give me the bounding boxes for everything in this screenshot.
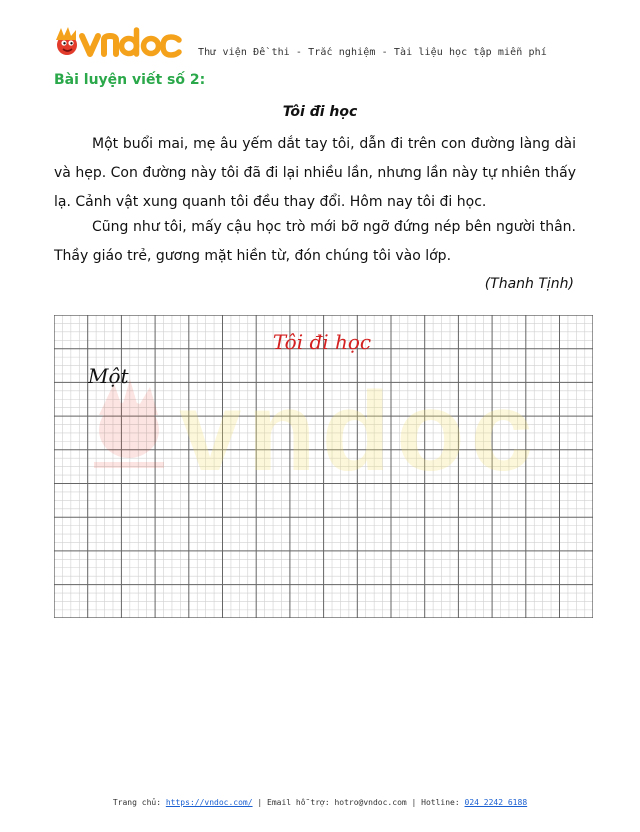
- footer-hotline[interactable]: 024 2242 6188: [464, 798, 528, 807]
- site-tagline: Thư viện Đề thi - Trắc nghiệm - Tài liệu học tập miễn phí: [198, 47, 547, 58]
- page-footer: [0, 798, 640, 807]
- handwriting-practice-grid: [54, 315, 593, 618]
- poem-paragraph-1: Một buổi mai, mẹ âu yếm dắt tay tôi, dẫn đi trên con đường làng dài và hẹp. Con đường này tôi đã đi lại nhiều lần, nhưng lần này tự nhiên thấy lạ. Cảnh vật xung quanh tôi đều thay đổi. Hôm nay tôi đi học.: [54, 136, 576, 210]
- footer-home-label: Trang chủ:: [112, 798, 162, 807]
- poem-paragraph-2: Cũng như tôi, mấy cậu học trò mới bỡ ngỡ đứng nép bên người thân. Thầy giáo trẻ, gương mặt hiền từ, đón chúng tôi vào lớp.: [54, 219, 576, 264]
- poem-author: (Thanh Tịnh): [484, 276, 574, 292]
- exercise-title: Bài luyện viết số 2:: [54, 72, 206, 88]
- page-header: [52, 26, 592, 66]
- poem-title: Tôi đi học: [282, 104, 358, 120]
- vndoc-logo[interactable]: [52, 26, 182, 60]
- grid-watermark-text: vndoc: [179, 369, 539, 494]
- grid-heading: Tôi đi học: [272, 330, 372, 354]
- footer-home-link[interactable]: https://vndoc.com/: [165, 798, 253, 807]
- footer-email-text: | Email hỗ trợ: hotro@vndoc.com | Hotline:: [257, 798, 460, 807]
- grid-first-word: Một: [88, 364, 129, 388]
